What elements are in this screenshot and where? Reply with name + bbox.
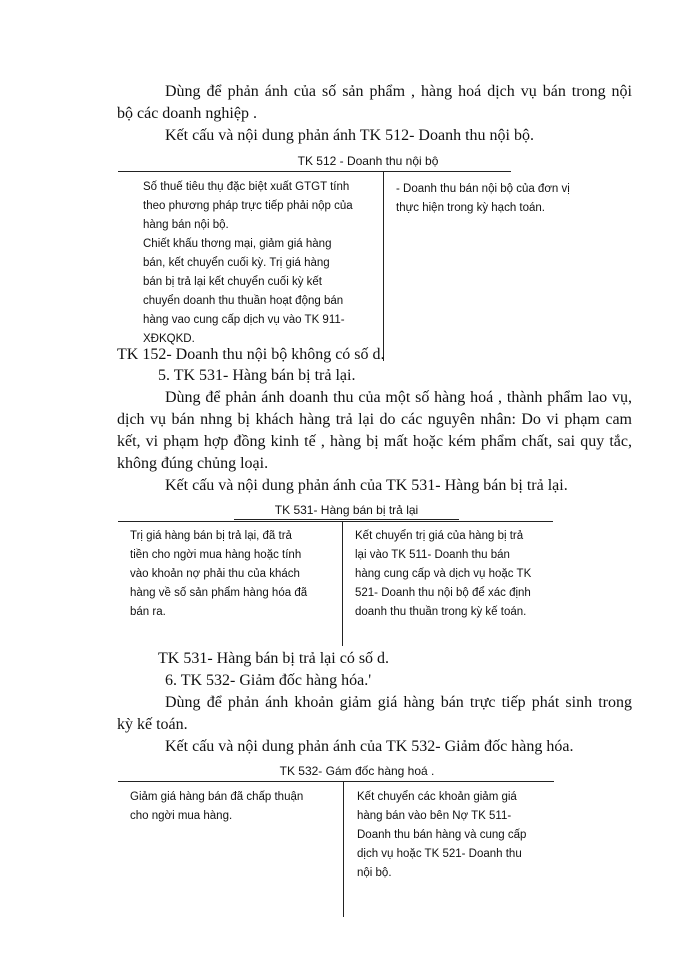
debit-line: vào khoản nợ phải thu của khách: [130, 568, 300, 580]
credit-line: lại vào TK 511- Doanh thu bán: [355, 549, 510, 561]
section-heading: Kết cấu và nội dung phản ánh của TK 532- Giảm đốc hàng hóa.: [165, 738, 574, 755]
section-title: 6. TK 532- Giảm đốc hàng hóa.': [165, 672, 372, 689]
credit-line: Doanh thu bán hàng và cung cấp: [357, 829, 527, 841]
t-account-title: TK 532- Gám đốc hàng hoá .: [279, 764, 435, 778]
debit-line: hàng về số sản phẩm hàng hóa đã: [130, 587, 308, 599]
debit-line: Số thuế tiêu thụ đặc biệt xuất GTGT tính: [143, 181, 350, 193]
debit-line: bán, kết chuyển cuối kỳ. Trị giá hàng: [143, 257, 330, 269]
credit-line: hàng cung cấp và dịch vụ hoặc TK: [355, 568, 532, 580]
debit-line: chuyển doanh thu thuần hoạt động bán: [143, 295, 344, 307]
t-account-title: TK 512 - Doanh thu nội bộ: [297, 154, 439, 168]
paragraph-line: Dùng để phản ánh của số sản phẩm , hàng hoá dịch vụ bán trong nội: [165, 83, 632, 100]
debit-line: hàng bán nội bộ.: [143, 219, 229, 231]
section-title: 5. TK 531- Hàng bán bị trả lại.: [158, 367, 356, 384]
t-account-vertical-line: [383, 171, 384, 361]
t-account-top-line: [234, 519, 459, 520]
debit-line: theo phương pháp trực tiếp phải nộp của: [143, 200, 353, 212]
paragraph-line: không đúng chủng loại.: [117, 455, 269, 472]
debit-line: hàng vao cung cấp dịch vụ vào TK 911-: [143, 314, 345, 326]
section-heading: Kết cấu và nội dung phản ánh TK 512- Doanh thu nội bộ.: [165, 127, 534, 144]
debit-line: bán ra.: [130, 606, 166, 618]
paragraph-line: kỳ kế toán.: [117, 716, 188, 733]
paragraph-line: bộ các doanh nghiệp .: [117, 105, 257, 122]
paragraph-line: dịch vụ bán nhng bị khách hàng trả lại do các nguyên nhân: Do vi phạm cam: [117, 411, 632, 428]
t-account-debit-side: [143, 178, 379, 349]
balance-note: TK 531- Hàng bán bị trả lại có số d.: [158, 650, 390, 667]
debit-line: tiền cho ngời mua hàng hoặc tính: [130, 549, 302, 561]
credit-line: thực hiện trong kỳ hạch toán.: [396, 202, 545, 214]
debit-line: Trị giá hàng bán bị trả lại, đã trả: [130, 530, 292, 542]
credit-line: hàng bán vào bên Nợ TK 511-: [357, 810, 512, 822]
t-account-vertical-line: [342, 521, 343, 646]
credit-line: doanh thu thuần trong kỳ kế toán.: [355, 606, 527, 618]
t-account-title: TK 531- Hàng bán bị trả lại: [274, 503, 419, 517]
credit-line: 521- Doanh thu nội bộ để xác định: [355, 587, 531, 599]
debit-line: bán bị trả lại kết chuyển cuối kỳ kết: [143, 276, 322, 288]
paragraph-line: Dùng để phản ánh doanh thu của một số hàng hoá , thành phẩm lao vụ,: [165, 389, 632, 406]
balance-note: TK 152- Doanh thu nội bộ không có số d.: [117, 346, 385, 363]
t-account-debit-side: [130, 527, 340, 622]
t-account-vertical-line: [343, 781, 344, 917]
debit-line: XĐKQKD.: [143, 333, 195, 345]
t-account-credit-side: [357, 788, 552, 883]
paragraph-line: kết, vi phạm hợp đồng kinh tế , hàng bị mất hoặc kém phẩm chất, sai quy tắc,: [117, 433, 632, 450]
credit-line: nội bộ.: [357, 867, 392, 879]
debit-line: Giảm giá hàng bán đã chấp thuận: [130, 791, 304, 803]
credit-line: Kết chuyển các khoản giảm giá: [357, 791, 517, 803]
debit-line: cho ngời mua hàng.: [130, 810, 233, 822]
t-account-horizontal-line: [118, 521, 553, 522]
t-account-horizontal-line: [118, 171, 511, 172]
debit-line: Chiết khấu thơng mại, giảm giá hàng: [143, 238, 332, 250]
t-account-credit-side: [396, 180, 626, 218]
credit-line: dịch vụ hoặc TK 521- Doanh thu: [357, 848, 522, 860]
t-account-horizontal-line: [118, 781, 554, 782]
credit-line: - Doanh thu bán nội bộ của đơn vị: [396, 183, 570, 195]
t-account-credit-side: [355, 527, 555, 622]
section-heading: Kết cấu và nội dung phản ánh của TK 531- Hàng bán bị trả lại.: [165, 477, 568, 494]
paragraph-line: Dùng để phản ánh khoản giảm giá hàng bán trực tiếp phát sinh trong: [165, 694, 632, 711]
t-account-debit-side: [130, 788, 340, 826]
credit-line: Kết chuyển trị giá của hàng bị trả: [355, 530, 524, 542]
